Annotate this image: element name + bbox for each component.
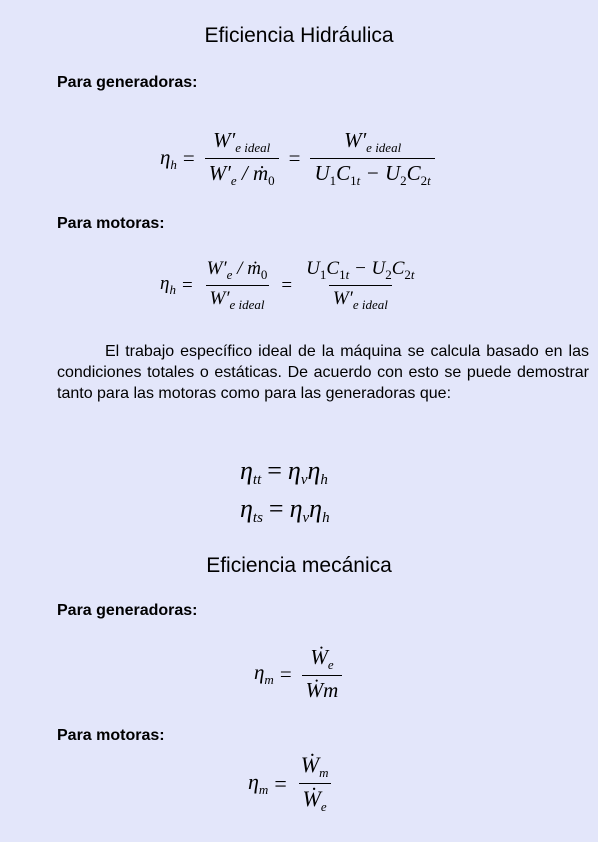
equation-eta-tt: $\eta_{tt} = \eta_v\eta_h$ bbox=[240, 456, 328, 488]
mechanical-motors-label: Para motoras: bbox=[57, 727, 165, 744]
mechanical-generators-label: Para generadoras: bbox=[57, 602, 198, 619]
equation-mechanical-motors: $\eta_m$ = $\frac{Ẇ_m}{Ẇ_e}$ bbox=[248, 752, 336, 815]
hydraulic-paragraph: El trabajo específico ideal de la máquina se calcula basado en las condiciones totales o estáticas. De acuerdo con esto se puede demostrar tanto para las motoras como para las generadoras que: bbox=[57, 343, 589, 402]
hydraulic-motors-label: Para motoras: bbox=[57, 215, 165, 232]
equation-hydraulic-generators: $\eta_h$ = $\frac{W'_{e ideal}}{W'_e / ṁ_0}$ = $\frac{W'_{e ideal}}{U_1C_{1t} - U_2C_{2t}}$ bbox=[160, 128, 439, 189]
equation-hydraulic-motors: $\eta_h$ = $\frac{W'_e / ṁ_0}{W'_{e ideal}}$ = $\frac{U_1C_{1t} - U_2C_{2t}}{W'_{e ideal}}$ bbox=[160, 258, 415, 312]
hydraulic-efficiency-title: Eficiencia Hidráulica bbox=[204, 24, 394, 47]
equation-mechanical-generators: $\eta_m$ = $\frac{Ẇ_e}{\text{Ẇm}}$ bbox=[254, 645, 346, 703]
mechanical-efficiency-title: Eficiencia mecánica bbox=[206, 554, 392, 577]
equation-eta-ts: $\eta_{ts} = \eta_v\eta_h$ bbox=[240, 494, 330, 526]
hydraulic-generators-label: Para generadoras: bbox=[57, 74, 198, 91]
